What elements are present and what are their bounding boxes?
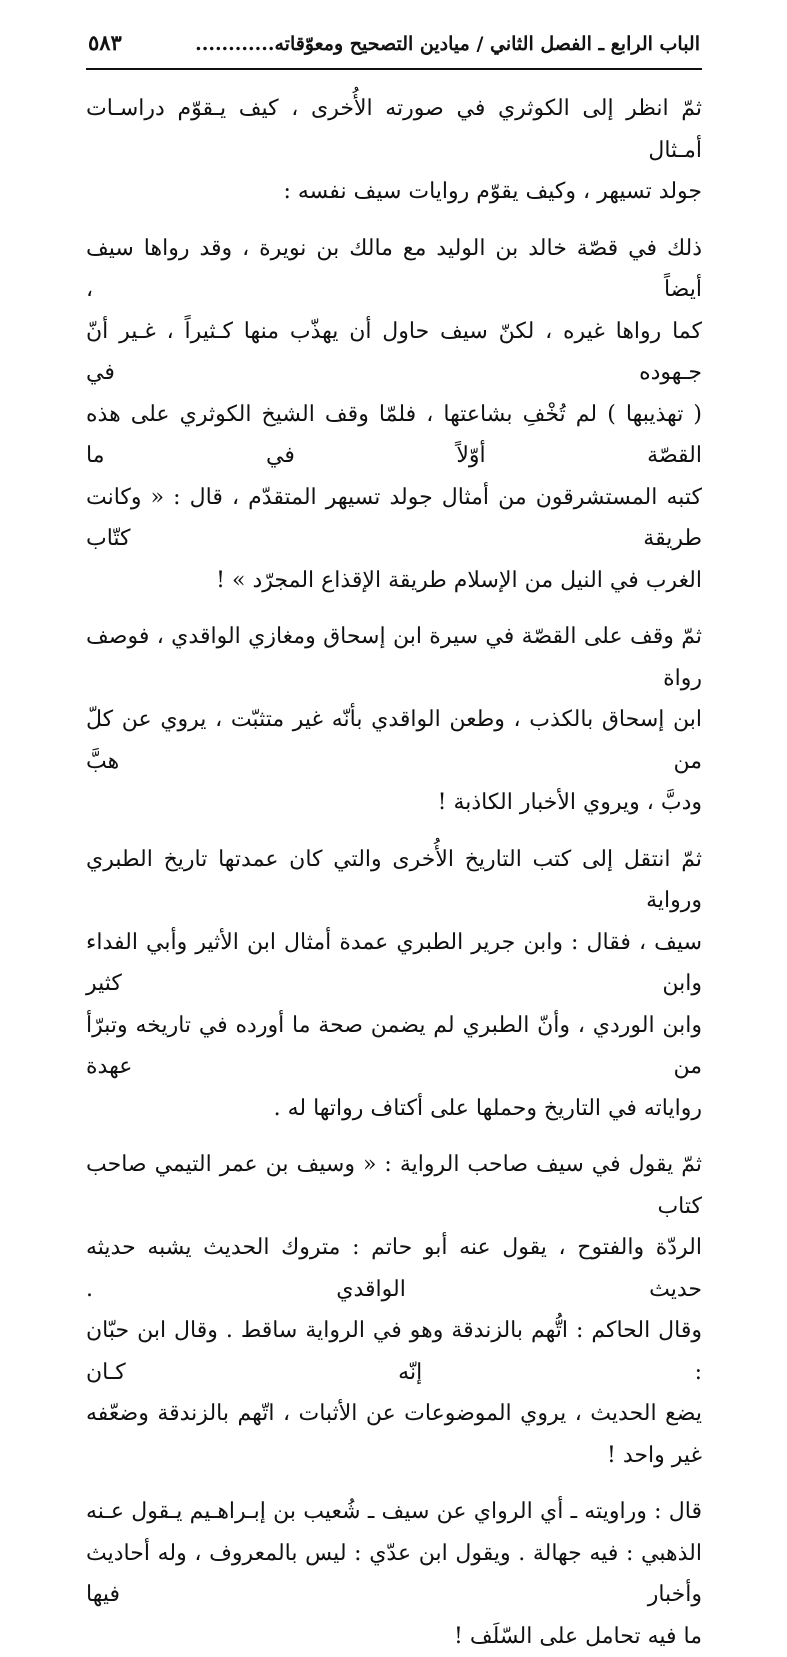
paragraph-2 xyxy=(86,228,702,602)
text-line: وابن الوردي ، وأنّ الطبري لم يضمن صحة ما أورده في تاريخه وتبرّأ من عهدة xyxy=(86,1005,702,1088)
text-line: الذهبي : فيه جهالة . ويقول ابن عدّي : ليس بالمعروف ، وله أحاديث وأخبار فيها xyxy=(86,1533,702,1616)
text-line: رواياته في التاريخ وحملها على أكتاف رواتها له . xyxy=(86,1088,702,1130)
chapter-title: الباب الرابع ـ الفصل الثاني / ميادين التصحيح ومعوّقاته............ xyxy=(195,33,700,55)
text-line: سيف ، فقال : وابن جرير الطبري عمدة أمثال ابن الأثير وأبي الفداء وابن كثير xyxy=(86,922,702,1005)
book-page xyxy=(86,30,702,1070)
paragraph-5 xyxy=(86,1144,702,1476)
text-line: ودبَّ ، ويروي الأخبار الكاذبة ! xyxy=(86,782,702,824)
running-header xyxy=(86,30,702,70)
paragraph-6 xyxy=(86,1491,702,1657)
paragraph-1 xyxy=(86,88,702,213)
text-line: وقال الحاكم : اتُّهم بالزندقة وهو في الرواية ساقط . وقال ابن حبّان : إنّه كـان xyxy=(86,1310,702,1393)
text-line: الغرب في النيل من الإسلام طريقة الإقذاع المجرّد » ! xyxy=(86,560,702,602)
text-line: قال : وراويته ـ أي الرواي عن سيف ـ شُعيب بن إبـراهـيم يـقول عـنه xyxy=(86,1491,702,1533)
text-line: ذلك في قصّة خالد بن الوليد مع مالك بن نويرة ، وقد رواها سيف أيضاً ، xyxy=(86,228,702,311)
text-line: ثمّ انتقل إلى كتب التاريخ الأُخرى والتي كان عمدتها تاريخ الطبري ورواية xyxy=(86,839,702,922)
paragraph-4 xyxy=(86,839,702,1130)
text-line: ابن إسحاق بالكذب ، وطعن الواقدي بأنّه غير متثبّت ، يروي عن كلّ من هبَّ xyxy=(86,699,702,782)
text-line: جولد تسيهر ، وكيف يقوّم روايات سيف نفسه : xyxy=(86,171,702,213)
text-line: كتبه المستشرقون من أمثال جولد تسيهر المتقدّم ، قال : « وكانت طريقة كتّاب xyxy=(86,477,702,560)
text-line: ثمّ انظر إلى الكوثري في صورته الأُخرى ، كيف يـقوّم دراسـات أمـثال xyxy=(86,88,702,171)
text-line: يضع الحديث ، يروي الموضوعات عن الأثبات ، اتّهم بالزندقة وضعّفه غير واحد ! xyxy=(86,1393,702,1476)
text-line: ثمّ وقف على القصّة في سيرة ابن إسحاق ومغازي الواقدي ، فوصف رواة xyxy=(86,616,702,699)
page-number: ٥٨٣ xyxy=(88,30,122,55)
text-line: ما فيه تحامل على السّلَف ! xyxy=(86,1616,702,1657)
body-text xyxy=(86,88,702,1657)
text-line: ثمّ يقول في سيف صاحب الرواية : « وسيف بن عمر التيمي صاحب كتاب xyxy=(86,1144,702,1227)
text-line: الردّة والفتوح ، يقول عنه أبو حاتم : متروك الحديث يشبه حديثه حديث الواقدي . xyxy=(86,1227,702,1310)
text-line: كما رواها غيره ، لكنّ سيف حاول أن يهذّب منها كـثيراً ، غـير أنّ جـهوده في xyxy=(86,311,702,394)
paragraph-3 xyxy=(86,616,702,824)
text-line: ( تهذيبها ) لم تُخْفِ بشاعتها ، فلمّا وقف الشيخ الكوثري على هذه القصّة أوّلاً في ما xyxy=(86,394,702,477)
